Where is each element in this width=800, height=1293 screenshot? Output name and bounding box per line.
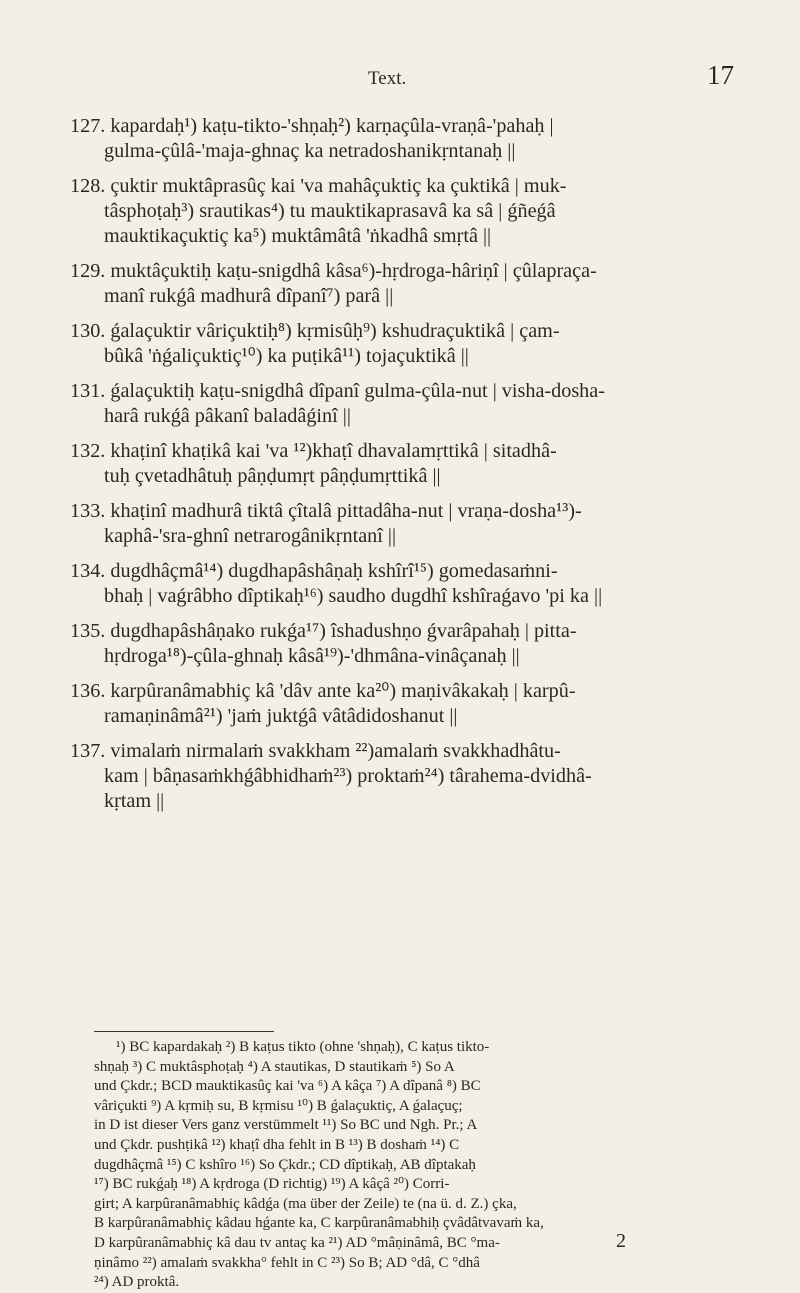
verse-line — [70, 499, 730, 524]
verse — [70, 174, 730, 249]
verse-line — [70, 199, 730, 224]
footnote-line: ²⁴) AD proktâ. — [94, 1274, 180, 1291]
page-number: 17 — [707, 60, 734, 90]
verse-text: bûkâ 'ṅǵaliçuktiç¹⁰) ka puṭikâ¹¹) tojaçuktikâ || — [104, 345, 469, 367]
verse-line — [70, 284, 730, 309]
verse-text: kaphâ-'sra-ghnî netrarogânikṛntanî || — [104, 525, 396, 547]
verse-text: çuktir muktâprasûç kai 'va mahâçuktiç ka çuktikâ | muk- — [110, 175, 567, 197]
verse-text: manî rukǵâ madhurâ dîpanî⁷) parâ || — [104, 285, 394, 307]
verse — [70, 114, 730, 164]
verse-line — [70, 764, 730, 789]
verse-number: 135. — [70, 620, 106, 642]
verse-text: khaṭinî madhurâ tiktâ çîtalâ pittadâha-nut | vraṇa-dosha¹³)- — [110, 500, 582, 522]
verse-line — [70, 174, 730, 199]
verse-line — [70, 704, 730, 729]
verse-number: 131. — [70, 380, 106, 402]
verse-line — [70, 139, 730, 164]
verse-text: muktâçuktiḥ kaṭu-snigdhâ kâsa⁶)-hṛdroga-hâriṇî | çûlapraça- — [110, 260, 597, 282]
verse-number: 137. — [70, 740, 106, 762]
footnote-line: shṇaḥ ³) C muktâsphoṭaḥ ⁴) A stautikas, D stautikaṁ ⁵) So A — [94, 1058, 455, 1075]
verse-text: hṛdroga¹⁸)-çûla-ghnaḥ kâsâ¹⁹)-'dhmâna-vinâçanaḥ || — [104, 645, 520, 667]
verse-text: khaṭinî khaṭikâ kai 'va ¹²)khaṭî dhavalamṛttikâ | sitadhâ- — [110, 440, 557, 462]
verse-number: 134. — [70, 560, 106, 582]
footnote-line: ¹) BC kapardakaḥ ²) B kaṭus tikto (ohne 'shṇaḥ), C kaṭus tikto- — [116, 1039, 490, 1055]
verse-number: 136. — [70, 680, 106, 702]
footnote-rule — [94, 1031, 274, 1032]
verse-number: 129. — [70, 260, 106, 282]
verse-line — [70, 224, 730, 249]
verse-line — [70, 259, 730, 284]
verse-text: harâ rukǵâ pâkanî baladâǵinî || — [104, 405, 351, 427]
verse-text: tâsphoṭaḥ³) srautikas⁴) tu mauktikaprasavâ ka sâ | ǵñeǵâ — [104, 200, 556, 222]
verse-text: mauktikaçuktiç ka⁵) muktâmâtâ 'ṅkadhâ smṛtâ || — [104, 225, 492, 247]
footnote-line: und Çkdr.; BCD mauktikasûç kai 'va ⁶) A kâça ⁷) A dîpanâ ⁸) BC — [94, 1078, 481, 1095]
verse — [70, 259, 730, 309]
verse-line — [70, 114, 730, 139]
verse-line — [70, 379, 730, 404]
verse-text: tuḥ çvetadhâtuḥ pâṇḍumṛt pâṇḍumṛttikâ || — [104, 465, 441, 487]
verse-line — [70, 344, 730, 369]
verse-text: kam | bâṇasaṁkhǵâbhidhaṁ²³) proktaṁ²⁴) târahema-dvidhâ- — [104, 765, 592, 787]
verse-line — [70, 404, 730, 429]
footnotes — [94, 1038, 734, 1293]
footnote-line: ṇinâmo ²²) amalaṁ svakkha° fehlt in C ²³) So B; AD °dâ, C °dhâ — [94, 1254, 480, 1271]
footnote-line: girt; A karpûranâmabhiç kâdǵa (ma über der Zeile) te (na ü. d. Z.) çka, — [94, 1195, 517, 1212]
verse-text: dugdhapâshâṇako rukǵa¹⁷) îshadushṇo ǵvarâpahaḥ | pitta- — [110, 620, 577, 642]
verse-line — [70, 559, 730, 584]
verse-line — [70, 739, 730, 764]
verse-line — [70, 464, 730, 489]
verse-text: bhaḥ | vaǵrâbho dîptikaḥ¹⁶) saudho dugdhî kshîraǵavo 'pi ka || — [104, 585, 603, 607]
verse-text: ǵalaçuktir vâriçuktiḥ⁸) kṛmisûḥ⁹) kshudraçuktikâ | çam- — [110, 320, 560, 342]
verse-text: kapardaḥ¹) kaṭu-tikto-'shṇaḥ²) karṇaçûla-vraṇâ-'pahaḥ | — [110, 115, 554, 137]
verse-text: ramaṇinâmâ²¹) 'jaṁ juktǵâ vâtâdidoshanut || — [104, 705, 458, 727]
verse-line — [70, 789, 730, 814]
verse — [70, 739, 730, 814]
verse-text: karpûranâmabhiç kâ 'dâv ante ka²⁰) maṇivâkakaḥ | karpû- — [110, 680, 576, 702]
verse-number: 128. — [70, 175, 106, 197]
verse-text: dugdhâçmâ¹⁴) dugdhapâshâṇaḥ kshîrî¹⁵) gomedasaṁni- — [110, 560, 558, 582]
verse-line — [70, 644, 730, 669]
verse-list — [70, 114, 730, 824]
verse — [70, 319, 730, 369]
verse-line — [70, 439, 730, 464]
verse-line — [70, 584, 730, 609]
footnote-line: dugdhâçmâ ¹⁵) C kshîro ¹⁶) So Çkdr.; CD dîptikaḥ, AB dîptakaḥ — [94, 1156, 476, 1173]
footnote-line: ¹⁷) BC rukǵaḥ ¹⁸) A kṛdroga (D richtig) ¹⁹) A kâçâ ²⁰) Corri- — [94, 1176, 450, 1193]
verse — [70, 439, 730, 489]
footnote-line: D karpûranâmabhiç kâ dau tv antaç ka ²¹) AD °mâṇinâmâ, BC °ma- — [94, 1234, 500, 1251]
verse — [70, 379, 730, 429]
verse-text: gulma-çûlâ-'maja-ghnaç ka netradoshanikṛntanaḥ || — [104, 140, 516, 162]
verse — [70, 499, 730, 549]
verse-number: 127. — [70, 115, 106, 137]
verse-line — [70, 619, 730, 644]
signature-mark: 2 — [616, 1230, 626, 1252]
verse-number: 130. — [70, 320, 106, 342]
footnote-line: B karpûranâmabhiç kâdau hǵante ka, C karpûranâmabhiḥ çvâdâtvavaṁ ka, — [94, 1215, 544, 1232]
footnote-line: und Çkdr. pushṭikâ ¹²) khaṭî dha fehlt in B ¹³) B doshaṁ ¹⁴) C — [94, 1136, 460, 1153]
verse-line — [70, 319, 730, 344]
page-header — [0, 60, 800, 100]
verse — [70, 679, 730, 729]
verse-number: 133. — [70, 500, 106, 522]
footnote-line: vâriçukti ⁹) A kṛmiḥ su, B kṛmisu ¹⁰) B ǵalaçuktiç, A ǵalaçuç; — [94, 1097, 463, 1114]
verse — [70, 619, 730, 669]
verse — [70, 559, 730, 609]
verse-line — [70, 679, 730, 704]
verse-line — [70, 524, 730, 549]
running-title: Text. — [368, 68, 407, 89]
footnote-line: in D ist dieser Vers ganz verstümmelt ¹¹) So BC und Ngh. Pr.; A — [94, 1117, 478, 1134]
verse-number: 132. — [70, 440, 106, 462]
verse-text: vimalaṁ nirmalaṁ svakkham ²²)amalaṁ svakkhadhâtu- — [110, 740, 561, 762]
verse-text: ǵalaçuktiḥ kaṭu-snigdhâ dîpanî gulma-çûla-nut | visha-dosha- — [110, 380, 605, 402]
verse-text: kṛtam || — [104, 790, 165, 812]
